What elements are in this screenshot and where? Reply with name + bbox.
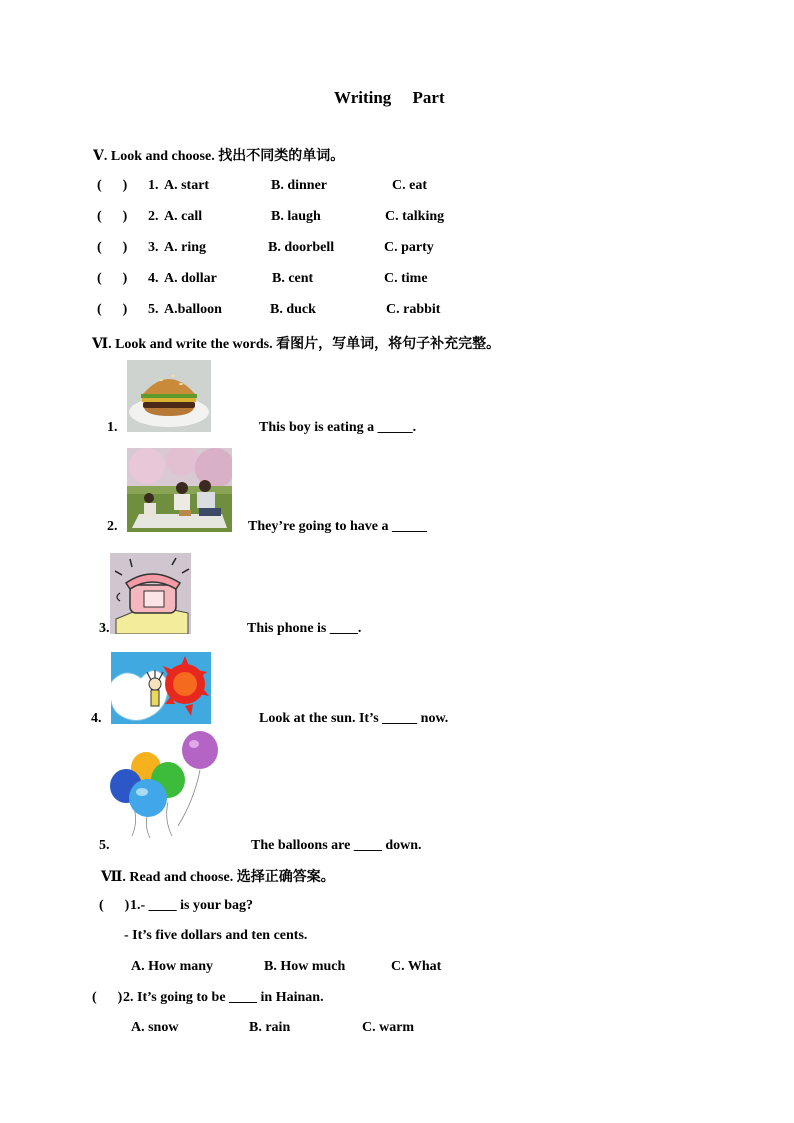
option-b: B. duck bbox=[270, 302, 316, 317]
answer-bracket[interactable]: ( ) bbox=[97, 271, 128, 286]
question-number: 2. bbox=[148, 209, 159, 224]
balloons-image bbox=[108, 730, 220, 840]
option-c: C. time bbox=[384, 271, 428, 286]
option-c: C. talking bbox=[385, 209, 445, 224]
option-c: C. rabbit bbox=[386, 302, 441, 317]
fill-sentence: This boy is eating a _____. bbox=[259, 420, 417, 435]
option-b: B. laugh bbox=[271, 209, 321, 224]
option-a: A. snow bbox=[131, 1020, 179, 1035]
option-a: A. call bbox=[164, 209, 203, 224]
section-6-heading bbox=[92, 333, 500, 353]
section-6-title-cn: 看图片，写单词，将句子补充完整。 bbox=[276, 336, 501, 352]
answer-bracket[interactable]: ( ) bbox=[97, 209, 128, 224]
question-text: 1.- ____ is your bag? bbox=[130, 898, 254, 913]
question-number: 4. bbox=[148, 271, 159, 286]
question-number: 5. bbox=[148, 302, 159, 317]
section-7-title-cn: 选择正确答案。 bbox=[236, 869, 335, 885]
question-number: 2. bbox=[107, 519, 118, 534]
question-number: 1. bbox=[148, 178, 159, 193]
section-7-heading bbox=[101, 866, 335, 886]
question-number: 1. bbox=[107, 420, 118, 435]
fill-sentence: The balloons are ____ down. bbox=[251, 838, 422, 853]
option-a: A.balloon bbox=[164, 302, 222, 317]
picnic-photo bbox=[127, 448, 232, 532]
question-number: 3. bbox=[99, 621, 110, 636]
question-number: 4. bbox=[91, 711, 102, 726]
fill-sentence: Look at the sun. It’s _____ now. bbox=[259, 711, 449, 726]
option-c: C. eat bbox=[392, 178, 427, 193]
option-c: C. What bbox=[391, 959, 442, 974]
option-a: A. start bbox=[164, 178, 210, 193]
hamburger-image bbox=[127, 360, 211, 432]
section-5-title: Ⅴ. Look and choose. bbox=[93, 149, 215, 164]
answer-bracket[interactable]: ( ) bbox=[97, 178, 128, 193]
option-b: B. rain bbox=[249, 1020, 291, 1035]
answer-bracket[interactable]: ( ) bbox=[97, 302, 128, 317]
answer-bracket[interactable]: ( ) bbox=[99, 898, 130, 913]
option-c: C. warm bbox=[362, 1020, 415, 1035]
section-5-heading bbox=[93, 145, 344, 165]
question-number: 3. bbox=[148, 240, 159, 255]
hot-sun-image bbox=[111, 652, 211, 724]
answer-bracket[interactable]: ( ) bbox=[97, 240, 128, 255]
answer-bracket[interactable]: ( ) bbox=[92, 990, 123, 1005]
option-b: B. dinner bbox=[271, 178, 328, 193]
section-7-title: Ⅶ. Read and choose. bbox=[101, 870, 234, 885]
answer-line: - It’s five dollars and ten cents. bbox=[124, 928, 308, 943]
section-6-title: Ⅵ. Look and write the words. bbox=[92, 337, 273, 352]
page-title: Writing Part bbox=[334, 88, 445, 107]
fill-sentence: They’re going to have a _____ bbox=[248, 519, 428, 534]
ringing-phone-image bbox=[110, 553, 191, 634]
option-b: B. How much bbox=[264, 959, 346, 974]
option-a: A. ring bbox=[164, 240, 206, 255]
option-a: A. How many bbox=[131, 959, 214, 974]
option-b: B. cent bbox=[272, 271, 314, 286]
section-5-title-cn: 找出不同类的单词。 bbox=[218, 148, 345, 164]
question-number: 5. bbox=[99, 838, 110, 853]
option-b: B. doorbell bbox=[268, 240, 335, 255]
fill-sentence: This phone is ____. bbox=[247, 621, 362, 636]
question-text: 2. It’s going to be ____ in Hainan. bbox=[123, 990, 324, 1005]
option-a: A. dollar bbox=[164, 271, 217, 286]
option-c: C. party bbox=[384, 240, 434, 255]
